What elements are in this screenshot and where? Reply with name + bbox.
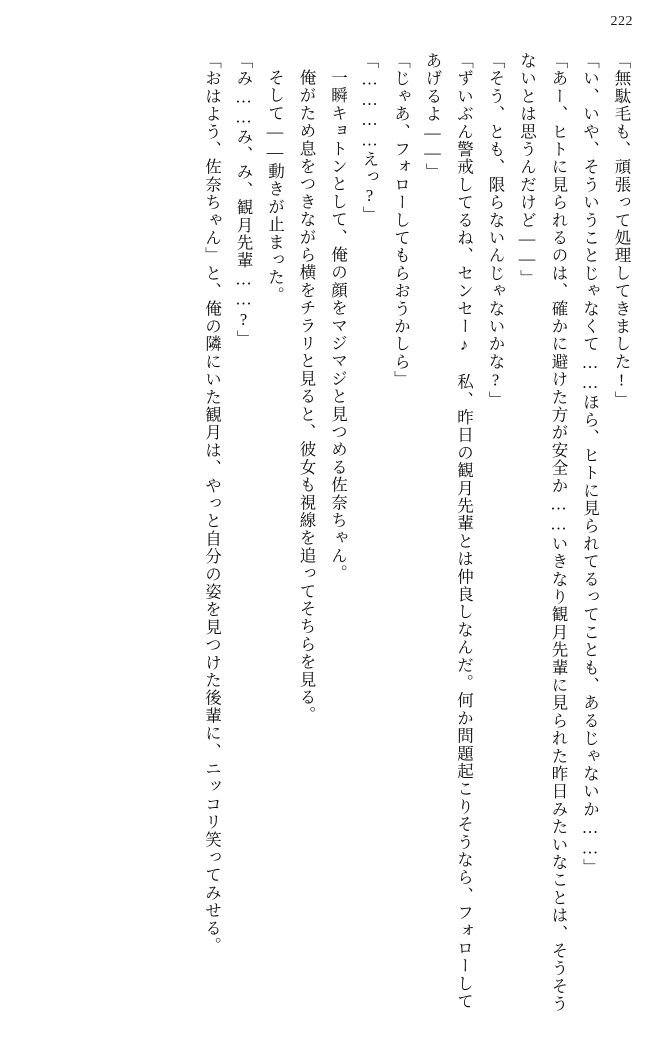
paragraph: 「い、いや、そういうことじゃなくて……ほら、ヒトに見られてるってことも、あるじゃないか……」	[580, 52, 600, 877]
paragraph: 「あー、ヒトに見られるのは、確かに避けた方が安全か……いきなり観月先輩に見られた昨日みたいなことは、そうそうないとは思うんだけど——」	[517, 52, 568, 1013]
page-number: 222	[610, 14, 633, 29]
paragraph: 「無駄毛も、頑張って処理してきました!」	[612, 52, 631, 409]
paragraph: 「ずいぶん警戒してるね、センセー♪ 私、昨日の観月先輩とは仲良しなんだ。何か問題起こりそうなら、フォローしてあげるよ——」	[423, 52, 474, 1011]
paragraph: 「み……み、み、観月先輩……?」	[234, 52, 253, 348]
paragraph: 「そう、とも、限らないんじゃないかな?」	[486, 52, 505, 409]
paragraph: 「…………えっ?」	[360, 52, 379, 224]
paragraph: 俺がため息をつきながら横をチラリと見ると、彼女も視線を追ってそちらを見る。	[297, 69, 316, 724]
paragraph: そして——動きが止まった。	[265, 69, 285, 305]
paragraph: 一瞬キョトンとして、俺の顔をマジマジと見つめる佐奈ちゃん。	[328, 69, 348, 583]
paragraph: 「おはよう、佐奈ちゃん」と、俺の隣にいた観月は、やっと自分の姿を見つけた後輩に、ニッコリ笑ってみせる。	[202, 52, 222, 955]
page-text-body	[28, 52, 637, 1022]
paragraph: 「じゃあ、フォローしてもらおうかしら」	[391, 52, 411, 389]
